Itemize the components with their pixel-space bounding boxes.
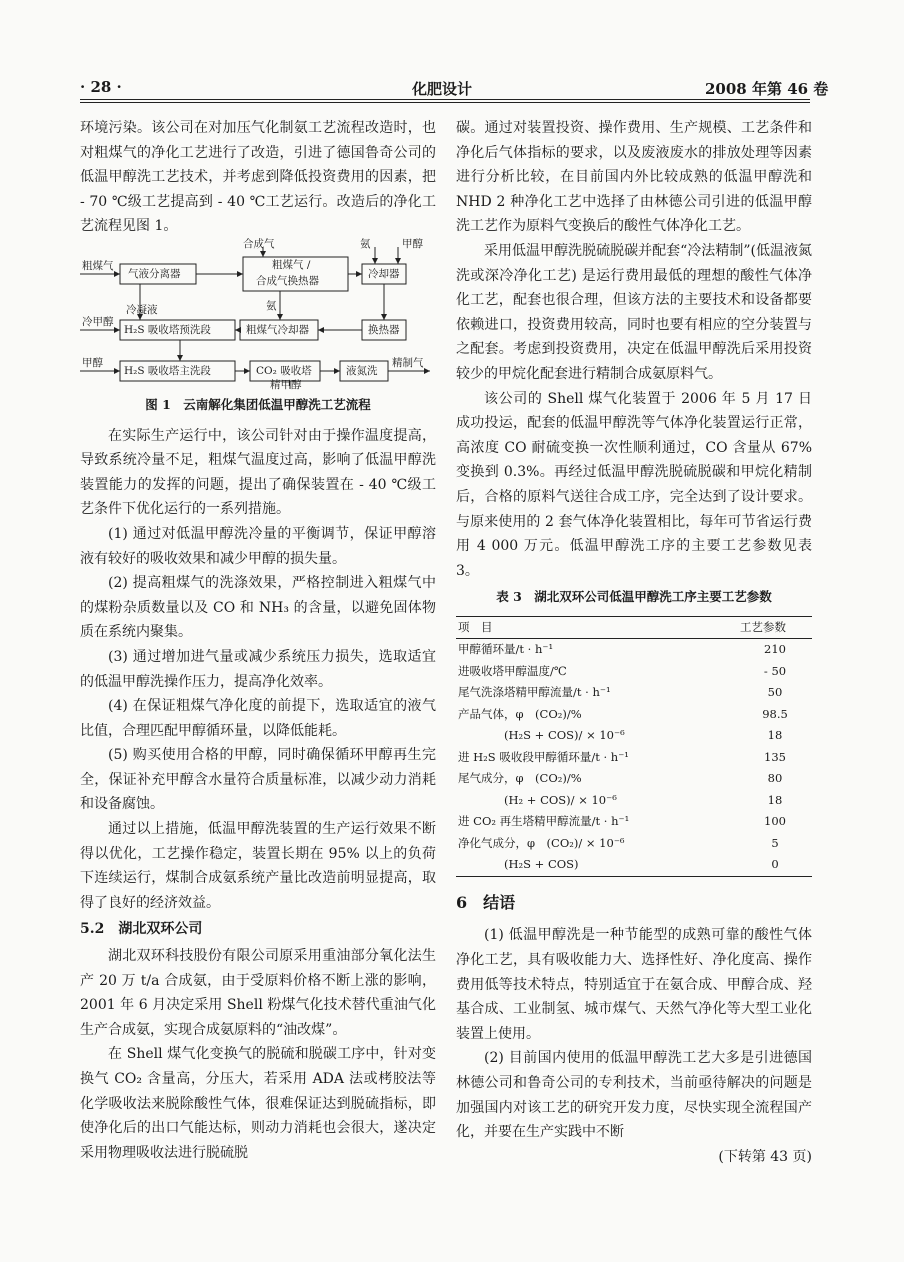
left-column: [80, 116, 436, 1165]
process-flow-figure: [80, 239, 432, 389]
label-ammonia-mid: 氨: [266, 299, 277, 312]
paragraph: 湖北双环科技股份有限公司原采用重油部分氧化法生产 20 万 t/a 合成氨，由于受原料价格不断上涨的影响，2001 年 6 月决定采用 Shell 粉煤气化技术替代重油气化生产合成氨，实现合成氨原料的“油改煤”。: [80, 948, 436, 1038]
node-crude-gas-heat-exchanger: 粗煤气 /: [272, 258, 311, 271]
table-row: 尾气成分，φ (CO₂)/% 80: [458, 771, 783, 786]
label-ammonia-top: 氨: [360, 237, 371, 250]
measure-item: (4) 在保证粗煤气净化度的前提下，选取适宜的液气比值，合理匹配甲醇循环量，以降低能耗。: [80, 698, 436, 739]
node-crude-gas-cooler: 粗煤气冷却器: [246, 323, 309, 336]
header-rule: [80, 99, 810, 103]
table-row: (H₂S + COS) 0: [456, 854, 812, 876]
node-heat-exchanger: 换热器: [368, 323, 400, 336]
paragraph: 在实际生产运行中，该公司针对由于操作温度提高，导致系统冷量不足，粗煤气温度过高，影响了低温甲醇洗装置能力的发挥的问题，提出了确保装置在 - 40 ℃级工艺条件下优化运行的一系列措施。: [80, 427, 436, 518]
label-condensate: 冷凝液: [126, 303, 158, 316]
table-row: 进 CO₂ 再生塔精甲醇流量/t · h⁻¹ 100: [458, 814, 786, 829]
paragraph: 通过以上措施，低温甲醇洗装置的生产运行效果不断得以优化，工艺操作稳定，装置长期在 95% 以上的负荷下连续运行，煤制合成氨系统产量比改造前明显提高，取得了良好的经济效益。: [80, 821, 436, 911]
process-parameter-table: [456, 616, 812, 877]
measure-item: (1) 通过对低温甲醇洗冷量的平衡调节，保证甲醇溶液有较好的吸收效果和减少甲醇的损失量。: [80, 525, 436, 567]
paragraph: 在 Shell 煤气化变换气的脱硫和脱碳工序中，针对变换气 CO₂ 含量高，分压大，若采用 ADA 法或栲胶法等化学吸收法来脱除酸性气体，很难保证达到脱硫指标，即使净化后的出口气能达标，则动力消耗也会很大，遂决定采用物理吸收法进行脱硫脱: [80, 1046, 436, 1161]
label-crude-gas: 粗煤气: [82, 259, 114, 272]
node-cooler: 冷却器: [368, 267, 400, 280]
table-row: 尾气洗涤塔精甲醇流量/t · h⁻¹ 50: [458, 685, 783, 700]
table-row: 甲醇循环量/t · h⁻¹ 210: [458, 642, 786, 657]
node-h2s-mainwash: H₂S 吸收塔主洗段: [124, 364, 211, 377]
right-column: [456, 116, 812, 1169]
node-gas-liquid-separator: 气液分离器: [128, 267, 181, 280]
measure-item: (3) 通过增加进气量或减少系统压力损失，选取适宜的低温甲醇洗操作压力，提高净化效率。: [80, 648, 436, 690]
table-row: 产品气体，φ (CO₂)/% 98.5: [458, 706, 788, 721]
section-heading: 6 结语: [456, 892, 516, 912]
table-row: (H₂ + COS)/ × 10⁻⁶ 18: [504, 792, 783, 807]
measure-item: (5) 购买使用合格的甲醇，同时确保循环甲醇再生完全，保证补充甲醇含水量符合质量标准，以减少动力消耗和设备腐蚀。: [80, 747, 436, 813]
continued-note: (下转第 43 页): [718, 1148, 812, 1165]
journal-name: 化肥设计: [412, 80, 473, 98]
label-methanol-top: 甲醇: [402, 237, 423, 250]
paragraph: 采用低温甲醇洗脱硫脱碳并配套“冷法精制”(低温液氮洗或深冷净化工艺) 是运行费用最低的理想的酸性气体净化工艺，配套也很合理，但该方法的主要技术和设备都要依赖进口，投资费用较高，同时也要有相应的空分装置与之配套。考虑到投资费用，决定在低温甲醇洗后采用投资较少的甲烷化配套进行精制合成氨原料气。: [456, 242, 812, 382]
table-header-item: 项 目: [456, 616, 738, 639]
node-co2-absorber: CO₂ 吸收塔: [256, 364, 312, 377]
conclusion-item: (1) 低温甲醇洗是一种节能型的成熟可靠的酸性气体净化工艺，具有吸收能力大、选择性好、净化度高、操作费用低等技术特点，特别适宜于在氨合成、甲醇合成、羟基合成、工业制氢、城市煤气、天然气净化等大型工业化装置上使用。: [456, 927, 812, 1042]
table-row: 净化气成分，φ (CO₂)/ × 10⁻⁶ 5: [458, 835, 779, 850]
table-caption: 表 3 湖北双环公司低温甲醇洗工序主要工艺参数: [496, 589, 772, 605]
conclusion-item: (2) 目前国内使用的低温甲醇洗工艺大多是引进德国林德公司和鲁奇公司的专利技术，当前亟待解决的问题是加强国内对该工艺的研究开发力度，尽快实现全流程国产化，并要在生产实践中不断: [456, 1050, 812, 1141]
paragraph: 碳。通过对装置投资、操作费用、生产规模、工艺条件和净化后气体指标的要求，以及废液废水的排放处理等因素进行分析比较，在目前国内外比较成熟的低温甲醇洗和 NHD 2 种净化工艺中选择了由林德公司引进的低温甲醇洗工艺作为原料气变换后的酸性气体净化工艺。: [456, 120, 812, 235]
figure-caption: 图 1 云南解化集团低温甲醇洗工艺流程: [145, 396, 371, 412]
table-row: 进吸收塔甲醇温度/℃ - 50: [458, 663, 787, 678]
label-fine-methanol: 精甲醇: [270, 378, 302, 391]
paragraph: 该公司的 Shell 煤气化装置于 2006 年 5 月 17 日成功投运，配套的低温甲醇洗等气体净化装置运行正常，高浓度 CO 耐硫变换一次性顺利通过，CO 含量从 67% 变换到 0.3%。再经过低温甲醇洗脱硫脱碳和甲烷化精制后，合格的原料气送往合成工序，完全达到了设计要求。与原来使用的 2 套气体净化装置相比，每年可节省运行费用 4 000 万元。低温甲醇洗工序的主要工艺参数见表 3。: [456, 390, 812, 579]
issue-label: 2008 年第 46 卷: [705, 80, 829, 98]
label-syngas: 合成气: [243, 237, 275, 250]
node-nitrogen-wash: 液氮洗: [346, 364, 378, 377]
label-cold-methanol: 冷甲醇: [82, 315, 114, 328]
node-crude-gas-heat-exchanger: 合成气换热器: [256, 274, 319, 287]
measure-item: (2) 提高粗煤气的洗涤效果，严格控制进入粗煤气中的煤粉杂质数量以及 CO 和 NH₃ 的含量，以避免固体物质在系统内聚集。: [80, 575, 436, 641]
paragraph: 环境污染。该公司在对加压气化制氨工艺流程改造时，也对粗煤气的净化工艺进行了改造，引进了德国鲁奇公司的低温甲醇洗工艺技术，并考虑到降低投资费用的因素，把 - 70 ℃级工艺提高到 - 40 ℃工艺运行。改造后的净化工艺流程见图 1。: [80, 120, 436, 235]
node-h2s-prewash: H₂S 吸收塔预洗段: [124, 323, 211, 336]
table-row: (H₂S + COS)/ × 10⁻⁶ 18: [504, 728, 783, 743]
table-row: 进 H₂S 吸收段甲醇循环量/t · h⁻¹ 135: [458, 749, 786, 764]
section-heading: 5.2 湖北双环公司: [80, 921, 203, 938]
label-refined-gas: 精制气: [392, 356, 424, 369]
table-header-value: 工艺参数: [738, 616, 812, 639]
label-methanol: 甲醇: [82, 356, 103, 369]
page-number: · 28 ·: [80, 78, 122, 96]
